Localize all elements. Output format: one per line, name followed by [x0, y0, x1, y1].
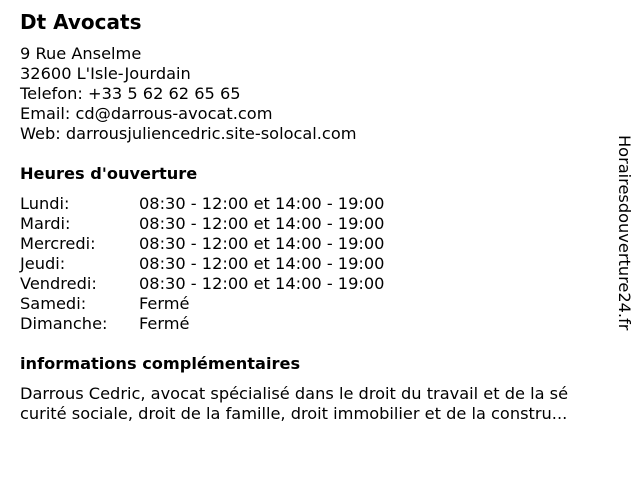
day-hours: 08:30 - 12:00 et 14:00 - 19:00 [139, 234, 385, 253]
description-line: curité sociale, droit de la famille, droit immobilier et de la constru... [20, 404, 568, 423]
site-watermark: Horairesdouverture24.fr [615, 135, 634, 331]
city-address: 32600 L'Isle-Jourdain [20, 64, 191, 83]
description-line: Darrous Cedric, avocat spécialisé dans le droit du travail et de la sé [20, 384, 569, 403]
day-label: Lundi: [20, 194, 70, 213]
business-description [20, 384, 620, 424]
opening-hours-heading: Heures d'ouverture [20, 164, 198, 183]
day-label: Jeudi: [20, 254, 66, 273]
additional-info-heading: informations complémentaires [20, 354, 301, 373]
street-address: 9 Rue Anselme [20, 44, 142, 63]
day-hours: 08:30 - 12:00 et 14:00 - 19:00 [139, 254, 385, 273]
day-label: Dimanche: [20, 314, 108, 333]
day-hours: 08:30 - 12:00 et 14:00 - 19:00 [139, 194, 385, 213]
website-link: Web: darrousjuliencedric.site-solocal.com [20, 124, 357, 143]
day-label: Mardi: [20, 214, 71, 233]
day-hours: 08:30 - 12:00 et 14:00 - 19:00 [139, 274, 385, 293]
business-name: Dt Avocats [20, 10, 142, 34]
day-label: Vendredi: [20, 274, 97, 293]
day-label: Mercredi: [20, 234, 96, 253]
phone-number: Telefon: +33 5 62 62 65 65 [20, 84, 241, 103]
day-hours: 08:30 - 12:00 et 14:00 - 19:00 [139, 214, 385, 233]
day-label: Samedi: [20, 294, 87, 313]
contact-block [20, 44, 357, 144]
day-hours: Fermé [139, 314, 190, 333]
day-hours: Fermé [139, 294, 190, 313]
email-address: Email: cd@darrous-avocat.com [20, 104, 273, 123]
